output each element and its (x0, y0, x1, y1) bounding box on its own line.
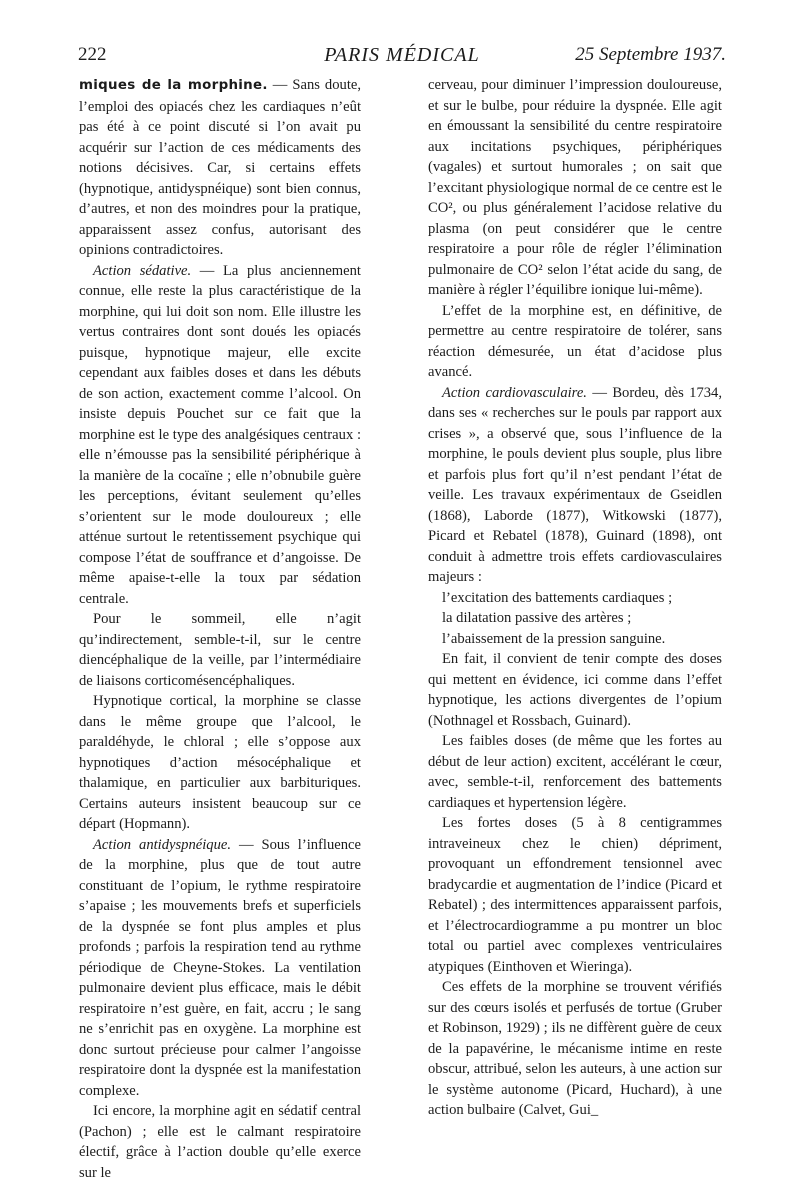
paragraph-text: Ici encore, la morphine agit en sédatif central (Pachon) ; elle est le calmant respiratoire électif, grâce à l’action double qu’elle exerce sur le (79, 1103, 361, 1181)
section-lead: miques de la morphine. (79, 78, 268, 93)
paragraph (79, 1101, 361, 1183)
journal-title: PARIS MÉDICAL (324, 44, 480, 66)
section-title: Action sédative. (93, 262, 192, 279)
paragraph (428, 629, 722, 650)
paragraph-text: l’abaissement de la pression sanguine. (442, 630, 666, 647)
right-column (428, 75, 722, 1121)
paragraph (428, 977, 722, 1121)
paragraph (428, 731, 722, 813)
section-title: Action cardiovasculaire. (442, 384, 587, 401)
paragraph-text: Hypnotique cortical, la morphine se classe dans le même groupe que l’alcool, le paraldéhyde, le chloral ; elle s’oppose aux hypnotiques d’action mésocéphalique et thalamique, en particulier aux barbituriques. Certains auteurs insistent beaucoup sur ce départ (Hopmann). (79, 693, 361, 832)
paragraph (79, 835, 361, 1102)
paragraph-text: la dilatation passive des artères ; (442, 610, 632, 626)
paragraph (428, 813, 722, 977)
paragraph-text: — La plus anciennement connue, elle reste la plus caractéristique de la morphine, qui lui doit son nom. Elle illustre les vertus contraires dont sont doués les opiacés puisque, hypnotique majeur, elle excite cependant aux faibles doses et dans les débuts de son action, exactement comme l’alcool. On insiste depuis Pouchet sur ce fait que la morphine est le type des analgésiques centraux : elle n’émousse pas la sensibilité périphérique à la manière de la cocaïne ; elle n’obnubile guère les perceptions, évitant seulement qu’elles s’orientent sur le mode douloureux ; elle atténue surtout le retentissement psychique qui compose l’état de souffrance et d’angoisse. De même apaise-t-elle la toux par sédation centrale. (79, 262, 361, 607)
paragraph-text: — Sous l’influence de la morphine, plus que de tout autre constituant de l’opium, le rythme respiratoire s’apaise ; les mouvements brefs et superficiels de la dyspnée se font plus amples et plus profonds ; parfois la respiration tend au rythme périodique de Cheyne-Stokes. La ventilation pulmonaire devient plus efficace, mais le débit respiratoire n’est guère, en fait, accru ; le sang ne s’enrichit pas en oxygène. La morphine est donc surtout précieuse pour calmer l’angoisse respiratoire dont la dyspnée est la manifestation complexe. (79, 836, 361, 1099)
paragraph (79, 75, 361, 261)
paragraph-text: En fait, il convient de tenir compte des doses qui mettent en évidence, ici comme dans l’effet hypnotique, les actions divergentes de l’opium (Nothnagel et Rossbach, Guinard). (428, 651, 722, 729)
paragraph-text: Ces effets de la morphine se trouvent vérifiés sur des cœurs isolés et perfusés de tortue (Gruber et Robinson, 1929) ; ils ne diffèrent guère de ceux de la papavérine, le mécanisme intime en reste obscur, attribué, selon les auteurs, à une action sur le système autonome (Picard, Huchard), à une action bulbaire (Calvet, Gui_ (428, 979, 722, 1118)
paragraph (428, 301, 722, 383)
paragraph (428, 608, 722, 629)
left-column (79, 75, 361, 1183)
paragraph-text: cerveau, pour diminuer l’impression douloureuse, et sur le bulbe, pour réduire la dyspnée. Elle agit en émoussant la sensibilité du centre respiratoire aux incitations psychiques, périphériques (vagales) et surtout humorales ; on sait que l’excitant physiologique normal de ce centre est le CO², ou plus généralement l’acidose relative du plasma (on peut considérer que le centre respiratoire a pour rôle de régler l’élimination pulmonaire de CO² selon l’état acide du sang, de manière à régler l’équilibre ionique lui-même). (428, 77, 722, 298)
paragraph (79, 691, 361, 835)
paragraph (428, 75, 722, 301)
paragraph (79, 261, 361, 610)
paragraph (428, 588, 722, 609)
paragraph-text: — Bordeu, dès 1734, dans ses « recherches sur le pouls par rapport aux crises », a observé que, sous l’influence de la morphine, le pouls devient plus souple, plus libre et parfois plus fort qu’il n’est pendant l’état de veille. Les travaux expérimentaux de Gseidlen (1868), Laborde (1877), Witkowski (1877), Picard et Rebatel (1878), Guinard (1898), ont conduit à admettre trois effets cardiovasculaires majeurs : (428, 384, 723, 585)
paragraph-text: Les fortes doses (5 à 8 centigrammes intraveineux chez le chien) dépriment, provoquant un effondrement tensionnel avec bradycardie et augmentation de l’indice (Picard et Rebatel) ; des intermittences apparaissent parfois, et l’électrocardiogramme a pu montrer un bloc total ou partiel avec complexes ventriculaires atypiques (Einthoven et Wieringa). (428, 815, 722, 975)
issue-date: 25 Septembre 1937. (575, 44, 726, 65)
section-title: Action antidyspnéique. (93, 836, 232, 853)
page-header (78, 44, 726, 72)
paragraph (79, 609, 361, 691)
paragraph-text: Les faibles doses (de même que les fortes au début de leur action) excitent, accélérant le cœur, avec, semble-t-il, renforcement des battements cardiaques et hypertension légère. (428, 733, 722, 811)
paragraph-text: L’effet de la morphine est, en définitive, de permettre au centre respiratoire de tolérer, sans réaction démesurée, un état d’acidose plus avancé. (428, 302, 722, 380)
paragraph (428, 649, 722, 731)
paragraph-text: Pour le sommeil, elle n’agit qu’indirectement, semble-t-il, sur le centre diencéphalique de la veille, par l’intermédiaire de liaisons corticomésencéphaliques. (79, 611, 361, 689)
paragraph-text: l’excitation des battements cardiaques ; (442, 589, 673, 606)
paragraph-text: — Sans doute, l’emploi des opiacés chez les cardiaques n’eût pas été à ce point discuté si l’on avait pu acquérir sur l’action de ces médicaments des notions décisives. Car, si certains effets (hypnotique, antidyspnéique) sont bien connus, d’autres, et non des moindres pour la pratique, apparaissent assez confus, autorisant des opinions contradictoires. (79, 77, 362, 258)
page-number: 222 (78, 44, 107, 65)
paragraph (428, 383, 722, 588)
